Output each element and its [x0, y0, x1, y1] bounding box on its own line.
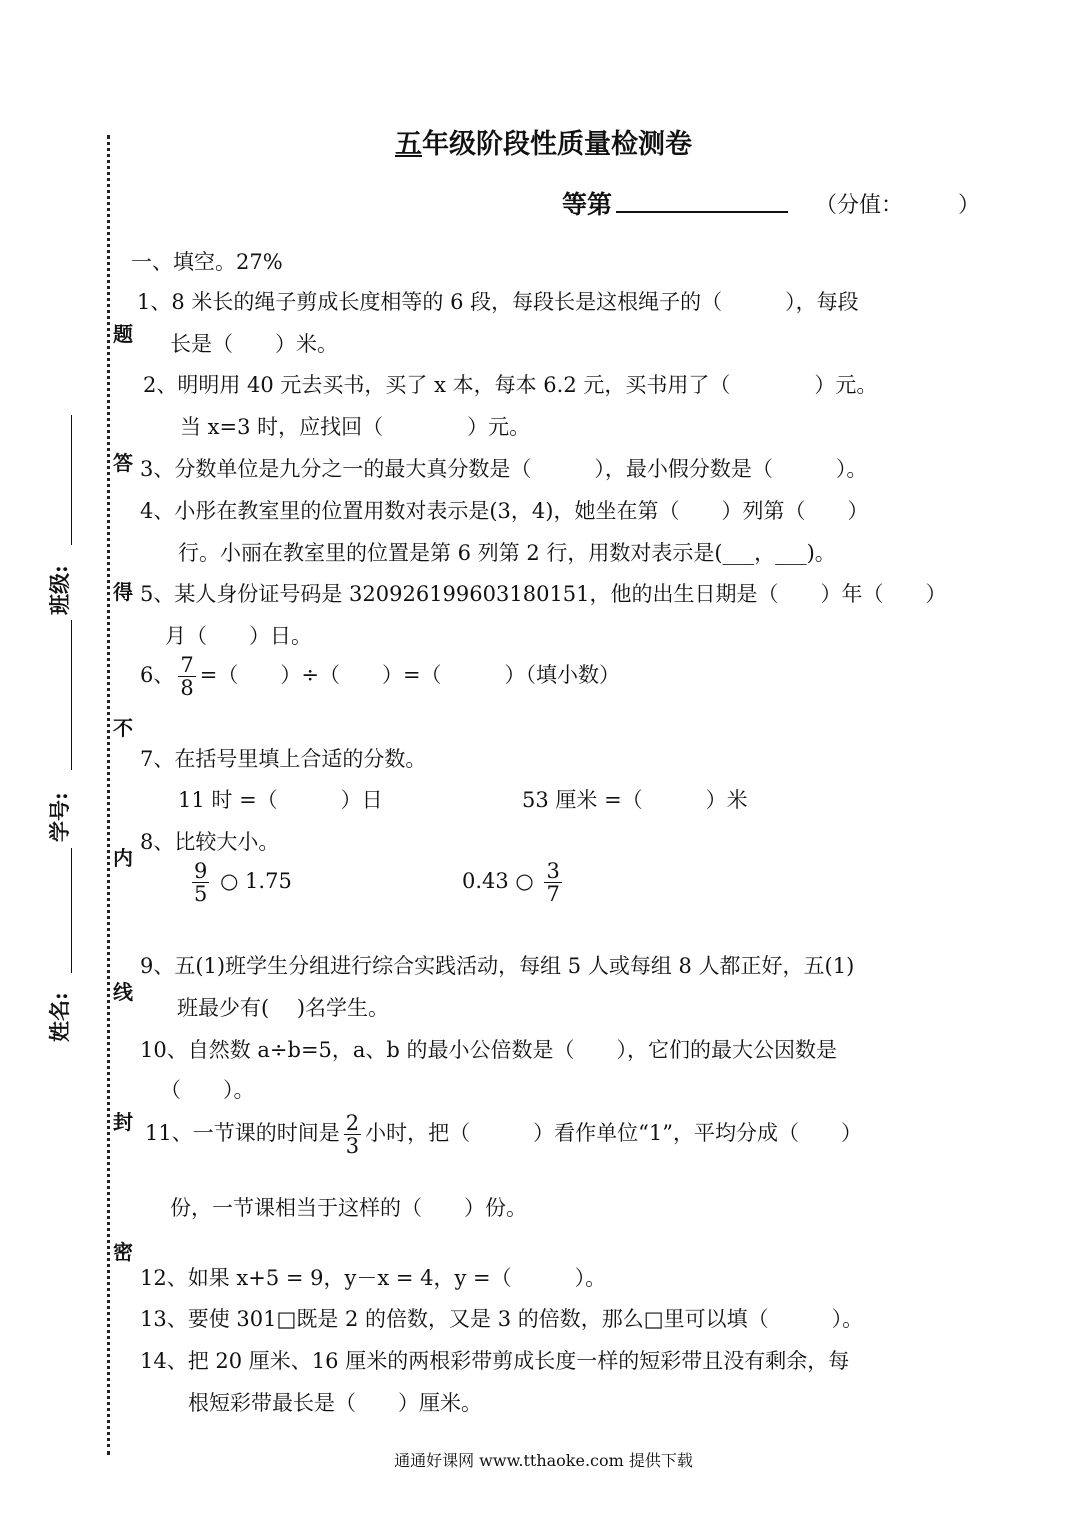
q1-line2: 长是（ ）米。 [170, 332, 338, 356]
seal-char-0: 题 [113, 322, 133, 346]
q8-item-a [188, 860, 292, 905]
q11-line1 [145, 1112, 862, 1157]
q2-line2: 当 x=3 时，应找回（ ）元。 [180, 415, 531, 439]
seal-char-3: 不 [113, 716, 133, 740]
q14-line1: 14、把 20 厘米、16 厘米的两根彩带剪成长度一样的短彩带且没有剩余，每 [140, 1349, 850, 1373]
q11-rest: 小时，把（ ）看作单位“1”，平均分成（ ） [365, 1121, 862, 1146]
q4-line2: 行。小丽在教室里的位置是第 6 列第 2 行，用数对表示是(___，___)。 [178, 541, 836, 565]
q6-prefix: 6、 [140, 663, 175, 688]
title-rest: 年级阶段性质量检测卷 [422, 129, 692, 160]
name-blank-line [71, 848, 72, 973]
id-blank-line [71, 620, 72, 770]
q11-fraction [344, 1112, 361, 1157]
q8-a-denominator: 5 [194, 882, 208, 907]
seal-char-5: 线 [113, 980, 133, 1004]
class-blank-line [71, 415, 72, 545]
grade-blank [616, 185, 788, 213]
q11-prefix: 11、一节课的时间是 [145, 1121, 340, 1146]
seal-char-7: 密 [113, 1240, 133, 1264]
title-first-char: 五 [395, 129, 422, 160]
q11-denominator: 3 [345, 1134, 360, 1159]
page-title [0, 122, 1087, 161]
q6-rest: =（ ）÷（ ）=（ ）（填小数） [199, 663, 621, 688]
q14-line2: 根短彩带最长是（ ）厘米。 [188, 1391, 482, 1415]
q10-line1: 10、自然数 a÷b=5，a、b 的最小公倍数是（ ），它们的最大公因数是 [140, 1038, 838, 1062]
grade-label: 等第 [562, 190, 613, 219]
q1-line1: 1、8 米长的绳子剪成长度相等的 6 段，每段长是这根绳子的（ ），每段 [137, 290, 859, 314]
q11-line2: 份，一节课相当于这样的（ ）份。 [170, 1196, 527, 1220]
q6-fraction [178, 654, 195, 699]
q5-line1: 5、某人身份证号码是 320926199603180151，他的出生日期是（ ）年（ ） [140, 582, 947, 606]
seal-char-2: 得 [113, 580, 133, 604]
binding-dotted-line [107, 135, 110, 1455]
q5-line2: 月（ ）日。 [165, 624, 312, 648]
student-id-label: 学号: [47, 792, 72, 842]
seal-char-1: 答 [113, 451, 133, 475]
q9-line2: 班最少有( )名学生。 [177, 996, 390, 1020]
q7-item-b: 53 厘米 =（ ）米 [522, 788, 748, 812]
q10-line2: （ ）。 [160, 1078, 255, 1102]
q6-denominator: 8 [180, 676, 194, 701]
seal-char-4: 内 [113, 846, 133, 870]
q11-numerator: 2 [345, 1111, 360, 1135]
q2-line1: 2、明明用 40 元去买书，买了 x 本，每本 6.2 元，买书用了（ ）元。 [143, 373, 878, 397]
q13: 13、要使 301□既是 2 的倍数，又是 3 的倍数，那么□里可以填（ ）。 [140, 1307, 864, 1331]
score-label: （分值： ） [815, 193, 981, 218]
q8-b-prefix: 0.43 ○ [462, 869, 534, 894]
q4-line1: 4、小彤在教室里的位置用数对表示是(3，4)，她坐在第（ ）列第（ ） [140, 499, 869, 523]
q9-line1: 9、五(1)班学生分组进行综合实践活动，每组 5 人或每组 8 人都正好，五(1) [140, 954, 855, 978]
footer: 通通好课网 www.tthaoke.com 提供下载 [394, 1451, 693, 1470]
q8-b-denominator: 7 [546, 882, 560, 907]
section-heading: 一、填空。27% [131, 250, 283, 274]
q6-numerator: 7 [180, 653, 194, 677]
q8-fraction-b [544, 860, 561, 905]
q8-a-rest: ○ 1.75 [220, 869, 292, 894]
q12: 12、如果 x+5 = 9，y－x = 4，y =（ ）。 [140, 1266, 607, 1290]
q7-item-a: 11 时 =（ ）日 [178, 788, 383, 812]
q8-item-b [462, 860, 566, 905]
q7: 7、在括号里填上合适的分数。 [140, 747, 427, 771]
name-label: 姓名: [47, 992, 72, 1042]
q6 [140, 654, 620, 699]
seal-char-6: 封 [113, 1110, 133, 1134]
class-label: 班级: [47, 565, 72, 615]
q8-fraction-a [192, 860, 209, 905]
q8: 8、比较大小。 [140, 830, 280, 854]
q8-a-numerator: 9 [194, 859, 208, 883]
q8-b-numerator: 3 [546, 859, 560, 883]
grade-field [562, 185, 788, 221]
q3: 3、分数单位是九分之一的最大真分数是（ ），最小假分数是（ ）。 [140, 457, 868, 481]
